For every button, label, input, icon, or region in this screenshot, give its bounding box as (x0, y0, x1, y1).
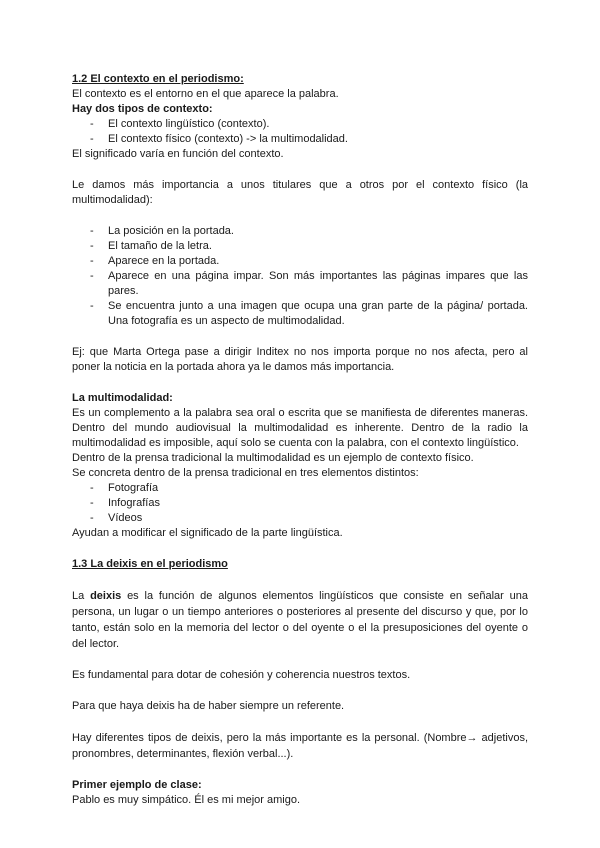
multimodalidad-paragraph: Es un complemento a la palabra sea oral o escrita que se manifiesta de diferentes maneras. Dentro del mundo audiovisual la multimodalidad es inherente. Dentro de la radio la multimodalidad es imposible, aquí solo se cuenta con la palabra, con el contexto lingüístico. (72, 407, 528, 449)
list-item: - El contexto lingüístico (contexto). (72, 117, 528, 132)
list-item: - Se encuentra junto a una imagen que ocupa una gran parte de la página/ portada. Una fotografía es un aspecto de multimodalidad. (72, 299, 528, 329)
list-item: - El tamaño de la letra. (72, 239, 528, 254)
contexto-definition: El contexto es el entorno en el que aparece la palabra. (72, 88, 339, 100)
section-title-contexto: 1.2 El contexto en el periodismo: (72, 73, 244, 85)
list-item: - Aparece en la portada. (72, 254, 528, 269)
list-item: - Aparece en una página impar. Son más importantes las páginas impares que las pares. (72, 269, 528, 299)
deixis-tipos: Hay diferentes tipos de deixis, pero la más importante es la personal. (Nombre→ adjetivos, pronombres, determinantes, flexión verbal...). (72, 732, 528, 760)
list-item: - La posición en la portada. (72, 224, 528, 239)
list-item: - Fotografía (72, 481, 528, 496)
context-types-heading: Hay dos tipos de contexto: (72, 103, 213, 115)
multimodalidad-closing: Ayudan a modificar el significado de la parte lingüística. (72, 527, 343, 539)
deixis-fundamental: Es fundamental para dotar de cohesión y coherencia nuestros textos. (72, 669, 411, 681)
deixis-term: deixis (90, 590, 122, 602)
section-title-deixis: 1.3 La deixis en el periodismo (72, 558, 228, 570)
list-item: - Vídeos (72, 511, 528, 526)
example-text: Pablo es muy simpático. Él es mi mejor amigo. (72, 794, 301, 806)
deixis-def-prefix: La (72, 590, 91, 602)
deixis-referente: Para que haya deixis ha de haber siempre un referente. (72, 700, 345, 712)
deixis-definition (72, 588, 528, 652)
example-heading: Primer ejemplo de clase: (72, 779, 202, 791)
meaning-note: El significado varía en función del contexto. (72, 148, 284, 160)
deixis-def-rest: es la función de algunos elementos lingüísticos que consiste en señalar una persona, un lugar o un tiempo anteriores o posteriores al presente del discurso y que, por lo tanto, están solo en la memoria del lector o del oyente o el la presuposiciones del oyente o del lector. (72, 590, 528, 650)
multimodalidad-heading: La multimodalidad: (72, 392, 173, 404)
list-item: - Infografías (72, 496, 528, 511)
multimodalidad-prensa-line: Dentro de la prensa tradicional la multimodalidad es un ejemplo de contexto físico. (72, 452, 474, 464)
context-types-list (72, 117, 528, 147)
importance-paragraph: Le damos más importancia a unos titulares que a otros por el contexto físico (la multimodalidad): (72, 179, 528, 206)
physical-context-factors-list (72, 224, 528, 329)
multimodalidad-concreta-line: Se concreta dentro de la prensa tradicional en tres elementos distintos: (72, 467, 419, 479)
multimodal-elements-list (72, 481, 528, 526)
list-item: - El contexto físico (contexto) -> la multimodalidad. (72, 132, 528, 147)
example-paragraph: Ej: que Marta Ortega pase a dirigir Inditex no nos importa porque no nos afecta, pero al poner la noticia en la portada ahora ya le damos más importancia. (72, 346, 528, 373)
